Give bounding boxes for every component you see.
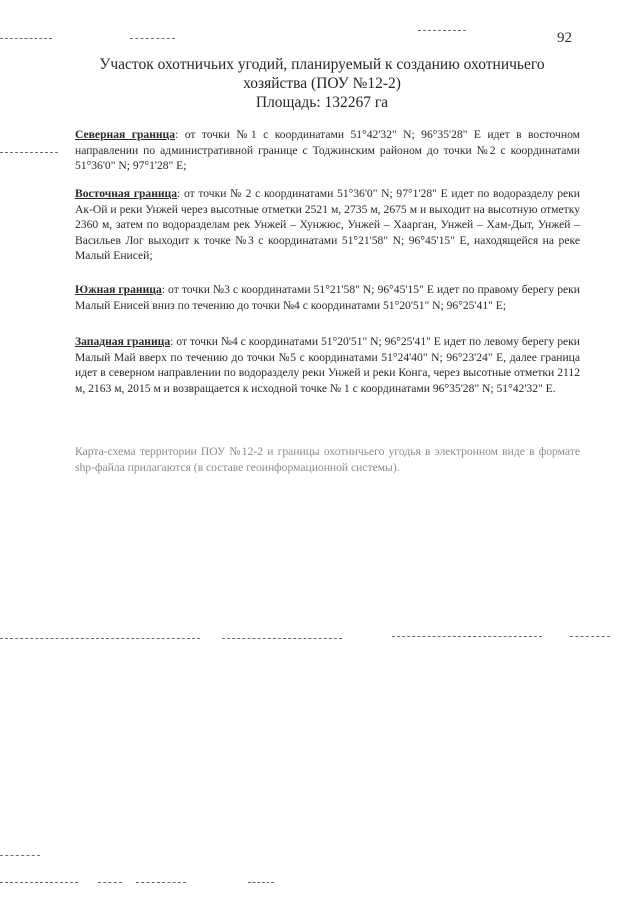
scan-artifact-bottom-5 (248, 882, 274, 883)
north-boundary-heading: Северная граница (75, 128, 176, 141)
west-boundary-paragraph (75, 334, 580, 396)
south-boundary-heading: Южная граница (75, 283, 162, 296)
map-scheme-note: Карта-схема территории ПОУ №12-2 и границы охотничьего угодья в электронном виде в формате shp-файла прилагаются (в составе геоинформационной системы). (75, 445, 580, 474)
scan-artifact-bottom-4 (136, 882, 186, 883)
east-boundary-heading: Восточная граница (75, 187, 178, 200)
scan-artifact-top-right (418, 30, 466, 31)
north-boundary-text: : от точки №1 с координатами 51°42'32" N; 96°35'28" E идет в восточном направлении по административной границе с Тоджинским районом до точки №2 с координатами 51°36'0" N; 97°1'28" E; (75, 128, 580, 173)
west-boundary-heading: Западная граница (75, 335, 171, 348)
north-boundary-paragraph (75, 127, 580, 174)
title-area: Площадь: 132267 га (255, 94, 389, 111)
scan-artifact-left-margin (0, 152, 58, 153)
east-boundary-paragraph (75, 186, 580, 264)
east-boundary-text: : от точки № 2 с координатами 51°36'0" N; 97°1'28" E идет по водоразделу реки Ак-Ой и реки Унжей через высотные отметки 2521 м, 2735 м, 2675 м и выходит на высотную отметку 2360 м, затем по водоразделам рек Унжей – Хунжюс, Унжей – Хаарган, Унжей – Хам-Дыт, Унжей – Васильев Лог выходит к точке №3 с координатами 51°21'58" N; 96°45'15" E, находящейся на реке Малый Енисей; (75, 187, 580, 263)
scan-artifact-top-mid (130, 38, 175, 39)
scan-artifact-mid-1 (0, 638, 200, 639)
scan-artifact-bottom-3 (98, 882, 122, 883)
scan-artifact-bottom-2 (0, 882, 78, 883)
page-number: 92 (557, 30, 572, 46)
south-boundary-text: : от точки №3 с координатами 51°21'58" N; 96°45'15" E идет по правому берегу реки Малый Енисей вниз по течению до точки №4 с координатами 51°20'51" N; 96°25'41" E; (75, 283, 580, 312)
scan-artifact-mid-3 (392, 636, 542, 637)
south-boundary-paragraph (75, 282, 580, 313)
west-boundary-text: : от точки №4 с координатами 51°20'51" N; 96°25'41" E идет по левому берегу реки Малый Май вверх по течению до точки №5 с координатами 51°24'40" N; 96°23'24" E, далее граница идет в северном направлении по водоразделу реки Унжей и реки Конга, через высотные отметки 2112 м, 2163 м, 2015 м и возвращается к исходной точке № 1 с координатами 96°35'28" N; 51°42'32" E. (75, 335, 580, 395)
scan-artifact-mid-4 (570, 636, 610, 637)
scan-artifact-bottom-1 (0, 855, 40, 856)
title-line-2: хозяйства (ПОУ №12-2) (243, 75, 401, 92)
title-line-1: Участок охотничьих угодий, планируемый к созданию охотничьего (99, 56, 545, 73)
scan-artifact-top-left (0, 38, 52, 39)
scan-artifact-mid-2 (222, 638, 342, 639)
document-title (92, 55, 552, 112)
